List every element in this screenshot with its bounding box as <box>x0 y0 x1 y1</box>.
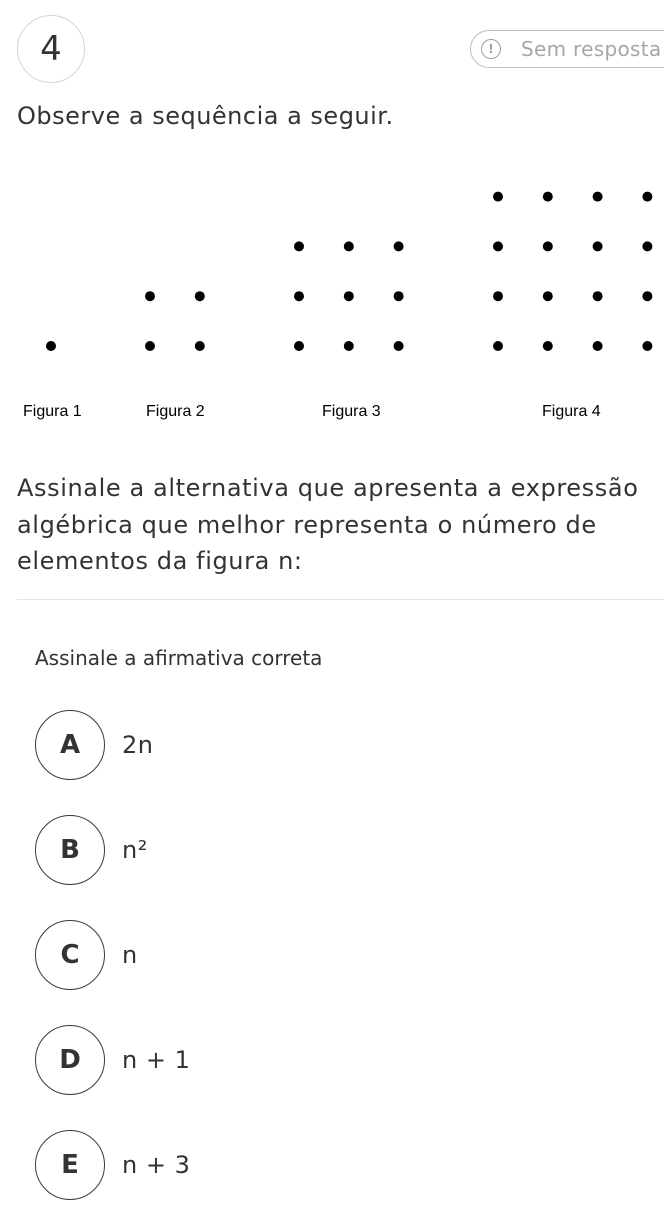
figure-3-dot <box>294 341 304 351</box>
figure-4-dot <box>493 341 503 351</box>
figure-2-dot <box>195 341 205 351</box>
figure-3-dot <box>344 291 354 301</box>
figure-3-dot <box>344 341 354 351</box>
option-e-letter[interactable]: E <box>35 1130 105 1200</box>
figure-label-4: Figura 4 <box>542 403 601 420</box>
figure-4-dot <box>543 341 553 351</box>
figure-4-dot <box>593 341 603 351</box>
option-b-letter[interactable]: B <box>35 815 105 885</box>
figure-1-dot <box>46 341 56 351</box>
prompt-line: Assinale a alternativa que apresenta a expressão <box>17 474 639 502</box>
option-b-text: n² <box>122 836 148 864</box>
figure-4-dot <box>642 241 652 251</box>
question-prompt <box>17 470 664 580</box>
figure-4-dot <box>593 291 603 301</box>
figure-3-dot <box>394 341 404 351</box>
option-d[interactable] <box>35 1025 190 1095</box>
figure-4-dot <box>593 192 603 202</box>
option-e[interactable] <box>35 1130 190 1200</box>
option-c[interactable] <box>35 920 138 990</box>
figure-3-dot <box>294 291 304 301</box>
question-number: 4 <box>17 15 85 83</box>
option-e-text: n + 3 <box>122 1151 191 1179</box>
figure-2-dot <box>195 291 205 301</box>
prompt-line: algébrica que melhor representa o número de <box>17 510 597 539</box>
option-a-text: 2n <box>122 731 154 759</box>
question-intro: Observe a sequência a seguir. <box>17 102 394 130</box>
figure-4-dot <box>593 241 603 251</box>
figure-label-1: Figura 1 <box>23 403 82 420</box>
figure-4-dot <box>642 291 652 301</box>
figure-2-dot <box>145 341 155 351</box>
option-d-text: n + 1 <box>122 1046 191 1074</box>
figure-4-dot <box>493 192 503 202</box>
figure-4-dot <box>543 192 553 202</box>
figure-3-dot <box>394 291 404 301</box>
figure-4-dot <box>493 291 503 301</box>
figure-2-dot <box>145 291 155 301</box>
option-a-letter[interactable]: A <box>35 710 105 780</box>
figure-3-dot <box>344 241 354 251</box>
figure-4-dot <box>642 341 652 351</box>
figure-4-dot <box>493 241 503 251</box>
answer-instruction: Assinale a afirmativa correta <box>35 646 323 670</box>
figure-label-2: Figura 2 <box>146 403 205 420</box>
figure-4-dot <box>642 192 652 202</box>
option-a[interactable] <box>35 710 153 780</box>
figure-3-dot <box>294 241 304 251</box>
figure-4-dot <box>543 291 553 301</box>
option-b[interactable] <box>35 815 148 885</box>
option-d-letter[interactable]: D <box>35 1025 105 1095</box>
figure-3-dot <box>394 241 404 251</box>
figure-4-dot <box>543 241 553 251</box>
answer-status-label: Sem resposta <box>521 37 662 61</box>
answer-status-badge <box>470 30 664 68</box>
figure-label-3: Figura 3 <box>322 403 381 420</box>
alert-circle-icon: ! <box>481 39 501 59</box>
option-c-text: n <box>122 941 138 969</box>
dot-sequence-figure <box>0 170 664 430</box>
option-c-letter[interactable]: C <box>35 920 105 990</box>
divider <box>17 599 664 600</box>
prompt-line: elementos da figura n: <box>17 547 303 575</box>
